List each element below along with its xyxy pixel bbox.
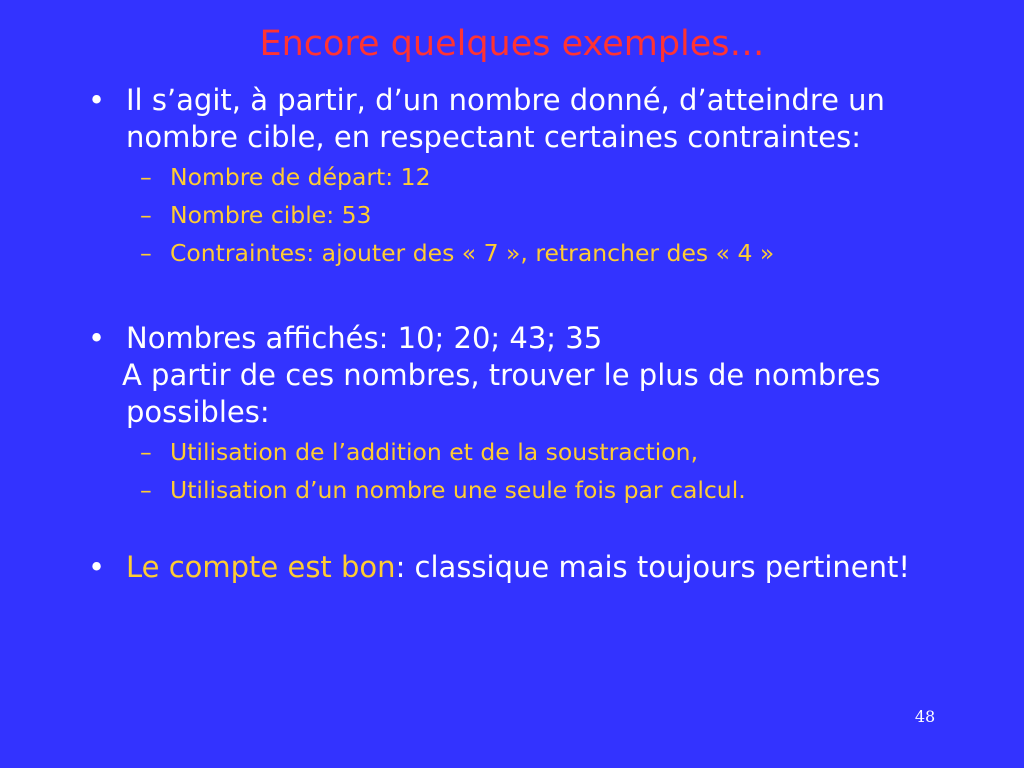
bullet-item bbox=[86, 82, 986, 272]
sub-marker: – bbox=[140, 239, 152, 267]
bullet-marker: • bbox=[88, 83, 106, 117]
sub-list bbox=[126, 433, 986, 509]
sub-item bbox=[126, 471, 986, 509]
sub-item bbox=[126, 234, 986, 272]
bullet-continuation: A partir de ces nombres, trouver le plus de nombres possibles: bbox=[122, 358, 881, 429]
bullet-text: Il s’agit, à partir, d’un nombre donné, d’atteindre un nombre cible, en respectant certaines contraintes: bbox=[126, 83, 885, 154]
sub-item-text: Utilisation de l’addition et de la soustraction, bbox=[170, 438, 699, 466]
bullet-item bbox=[86, 549, 986, 586]
sub-item-text: Contraintes: ajouter des « 7 », retrancher des « 4 » bbox=[170, 239, 775, 267]
sub-marker: – bbox=[140, 476, 152, 504]
sub-item bbox=[126, 158, 986, 196]
highlight-text: Le compte est bon bbox=[126, 550, 396, 584]
sub-item-text: Utilisation d’un nombre une seule fois par calcul. bbox=[170, 476, 746, 504]
bullet-list bbox=[86, 82, 986, 586]
sub-marker: – bbox=[140, 438, 152, 466]
sub-marker: – bbox=[140, 163, 152, 191]
bullet-text: : classique mais toujours pertinent! bbox=[395, 550, 910, 584]
sub-item-text: Nombre cible: 53 bbox=[170, 201, 372, 229]
bullet-marker: • bbox=[88, 321, 106, 355]
sub-item-text: Nombre de départ: 12 bbox=[170, 163, 431, 191]
bullet-item bbox=[86, 320, 986, 509]
bullet-marker: • bbox=[88, 550, 106, 584]
sub-item bbox=[126, 196, 986, 234]
sub-list bbox=[126, 158, 986, 272]
slide-title: Encore quelques exemples… bbox=[259, 24, 765, 64]
sub-item bbox=[126, 433, 986, 471]
page-number: 48 bbox=[914, 707, 936, 726]
bullet-text: Nombres affichés: 10; 20; 43; 35 bbox=[126, 321, 603, 355]
sub-marker: – bbox=[140, 201, 152, 229]
